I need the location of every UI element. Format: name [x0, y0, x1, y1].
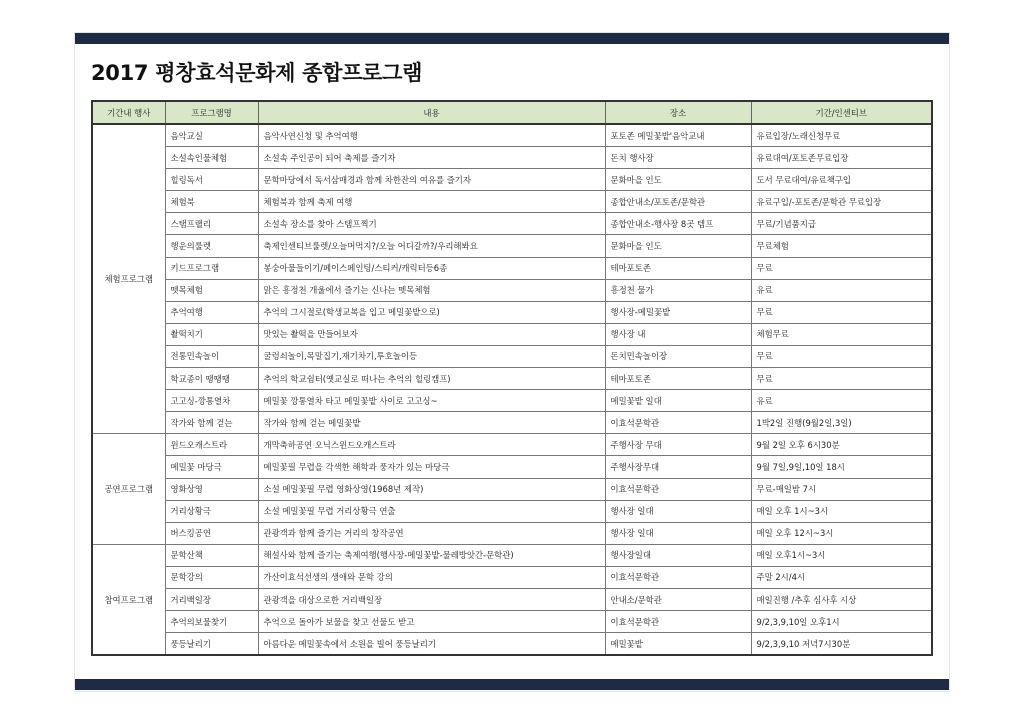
incentive-cell: 9월 2일 오후 6시30분 — [751, 434, 932, 456]
content-cell: 메밀꽃필 무렵을 각색한 해학과 풍자가 있는 마당극 — [258, 456, 605, 478]
program-name-cell: 힐링독서 — [165, 169, 258, 191]
incentive-cell: 무료 — [751, 345, 932, 367]
place-cell: 테마포토존 — [605, 368, 751, 390]
program-name-cell: 추억여행 — [165, 301, 258, 323]
page-title: 2017 평창효석문화제 종합프로그램 — [91, 61, 423, 85]
content-cell: 개막축하공연 오닉스윈드오캐스트라 — [258, 434, 605, 456]
place-cell: 이효석문학관 — [605, 611, 751, 633]
place-cell: 이효석문학관 — [605, 412, 751, 434]
group-label: 공연프로그램 — [92, 434, 165, 544]
program-name-cell: 음악교실 — [165, 124, 258, 147]
content-cell: 축제인센티브룰렛/오늘머먹지?/오늘 어디갈까?/우리해봐요 — [258, 235, 605, 257]
content-cell: 소설속 장소를 찾아 스탬프찍기 — [258, 213, 605, 235]
content-cell: 추억으로 돌아가 보물을 찾고 선물도 받고 — [258, 611, 605, 633]
content-cell: 체험북과 함께 축제 여행 — [258, 191, 605, 213]
incentive-cell: 유료입장/노래신청무료 — [751, 124, 932, 147]
program-name-cell: 메밀꽃 마당극 — [165, 456, 258, 478]
program-name-cell: 작가와 함께 걷는 — [165, 412, 258, 434]
program-name-cell: 촬떡치기 — [165, 323, 258, 345]
place-cell: 행사장 내 — [605, 323, 751, 345]
table-row — [92, 213, 932, 235]
group-label: 체험프로그램 — [92, 124, 165, 434]
incentive-cell: 매일진행 /추후 심사후 시상 — [751, 588, 932, 610]
table-row — [92, 257, 932, 279]
incentive-cell: 1박2일 진행(9월2일,3일) — [751, 412, 932, 434]
incentive-cell: 무료/기념품지급 — [751, 213, 932, 235]
place-cell: 행사장 일대 — [605, 500, 751, 522]
place-cell: 돈치민속놀이장 — [605, 345, 751, 367]
content-cell: 작가와 함께 걷는 메밀꽃밭 — [258, 412, 605, 434]
incentive-cell: 무료 — [751, 368, 932, 390]
place-cell: 행사장-메밀꽃밭 — [605, 301, 751, 323]
program-name-cell: 윈드오캐스트라 — [165, 434, 258, 456]
program-name-cell: 영화상영 — [165, 478, 258, 500]
incentive-cell: 무료 — [751, 257, 932, 279]
content-cell: 굴렁쇠놀이,목말집기,재기차기,투호놀이등 — [258, 345, 605, 367]
program-name-cell: 추억의보물찾기 — [165, 611, 258, 633]
content-cell: 맛있는 촬떡을 만들어보자 — [258, 323, 605, 345]
content-cell: 음악사연신청 및 추억여행 — [258, 124, 605, 147]
incentive-cell: 유료 — [751, 279, 932, 301]
incentive-cell: 9/2,3,9,10일 오후1시 — [751, 611, 932, 633]
program-name-cell: 거리백일장 — [165, 588, 258, 610]
place-cell: 주행사장 무대 — [605, 434, 751, 456]
content-cell: 추억의 학교쉼터(옛교실로 떠나는 추억의 힐링캠프) — [258, 368, 605, 390]
incentive-cell: 유료 — [751, 390, 932, 412]
program-name-cell: 전통민속놀이 — [165, 345, 258, 367]
incentive-cell: 9/2,3,9,10 저녁7시30분 — [751, 633, 932, 656]
header-content: 내용 — [258, 101, 605, 124]
content-cell: 메밀꽃 깡통열차 타고 메밀꽃밭 사이로 고고싱~ — [258, 390, 605, 412]
incentive-cell: 무료-매일밤 7시 — [751, 478, 932, 500]
program-name-cell: 고고싱-깡통열차 — [165, 390, 258, 412]
content-cell: 소설속 주인공이 되어 축제를 즐기자 — [258, 147, 605, 169]
program-name-cell: 스탬프랠리 — [165, 213, 258, 235]
program-name-cell: 키드프로그램 — [165, 257, 258, 279]
table-row — [92, 544, 932, 566]
program-name-cell: 행운의룰렛 — [165, 235, 258, 257]
footer-bar — [75, 679, 949, 690]
incentive-cell: 무료 — [751, 301, 932, 323]
table-row — [92, 323, 932, 345]
place-cell: 종합안내소-행사장 8곳 템프 — [605, 213, 751, 235]
place-cell: 종합안내소/포토존/문학관 — [605, 191, 751, 213]
table-row — [92, 456, 932, 478]
program-name-cell: 거리상황극 — [165, 500, 258, 522]
program-name-cell: 체험북 — [165, 191, 258, 213]
table-row — [92, 345, 932, 367]
incentive-cell: 9월 7일,9일,10일 18시 — [751, 456, 932, 478]
header-incentive: 기간/인센티브 — [751, 101, 932, 124]
place-cell: 문화마을 인도 — [605, 235, 751, 257]
place-cell: 이효석문학관 — [605, 566, 751, 588]
content-cell: 추억의 그시절로(학생교복을 입고 메밀꽃밭으로) — [258, 301, 605, 323]
program-name-cell: 문학강의 — [165, 566, 258, 588]
content-cell: 봉숭아물들이기/페이스페인팅/스티커/캐릭터등6종 — [258, 257, 605, 279]
table-row — [92, 368, 932, 390]
incentive-cell: 무료체험 — [751, 235, 932, 257]
group-label: 참여프로그램 — [92, 544, 165, 655]
content-cell: 관광객과 함께 즐기는 거리의 창작공연 — [258, 522, 605, 544]
table-row — [92, 147, 932, 169]
place-cell: 행사장일대 — [605, 544, 751, 566]
program-name-cell: 버스킹공연 — [165, 522, 258, 544]
table-row — [92, 124, 932, 147]
table-row — [92, 191, 932, 213]
table-row — [92, 169, 932, 191]
incentive-cell: 매일 오후 1시~3시 — [751, 500, 932, 522]
table-row — [92, 279, 932, 301]
incentive-cell: 유료구입/-포토존/문학관 무료입장 — [751, 191, 932, 213]
incentive-cell: 도서 무료대여/유료책구입 — [751, 169, 932, 191]
content-cell: 맑은 흥정천 개울에서 즐기는 신나는 뗏목체험 — [258, 279, 605, 301]
content-cell: 가산이효석선생의 생애와 문학 강의 — [258, 566, 605, 588]
table-row — [92, 434, 932, 456]
place-cell: 돈치 행사장 — [605, 147, 751, 169]
table-row — [92, 390, 932, 412]
place-cell: 흥정천 물가 — [605, 279, 751, 301]
incentive-cell: 체험무료 — [751, 323, 932, 345]
content-cell: 문학마당에서 독서삼매경과 함께 차한잔의 여유를 즐기자 — [258, 169, 605, 191]
header-place: 장소 — [605, 101, 751, 124]
program-name-cell: 문학산책 — [165, 544, 258, 566]
incentive-cell: 주말 2시/4시 — [751, 566, 932, 588]
table-row — [92, 500, 932, 522]
place-cell: 행사장 일대 — [605, 522, 751, 544]
place-cell: 문화마을 인도 — [605, 169, 751, 191]
header-period: 기간내 행사 — [92, 101, 165, 124]
place-cell: 포토존 메밀꽃밭'음악교내 — [605, 124, 751, 147]
program-table — [91, 100, 933, 656]
place-cell: 메밀꽃밭 — [605, 633, 751, 656]
incentive-cell: 유료대여/포토존무료입장 — [751, 147, 932, 169]
table-row — [92, 301, 932, 323]
content-cell: 아름다운 메밀꽃속에서 소원을 빌어 풍등날리기 — [258, 633, 605, 656]
incentive-cell: 매일 오후 12시~3시 — [751, 522, 932, 544]
place-cell: 주행사장무대 — [605, 456, 751, 478]
program-name-cell: 소설속인물체험 — [165, 147, 258, 169]
place-cell: 테마포토존 — [605, 257, 751, 279]
content-cell: 소설 메밀꽃필 무렵 영화상영(1968년 제작) — [258, 478, 605, 500]
program-name-cell: 뗏목체험 — [165, 279, 258, 301]
table-row — [92, 588, 932, 610]
table-row — [92, 478, 932, 500]
table-row — [92, 566, 932, 588]
header-program: 프로그램명 — [165, 101, 258, 124]
place-cell: 안내소/문학관 — [605, 588, 751, 610]
table-header-row — [92, 101, 932, 124]
header-bar — [75, 33, 949, 44]
program-name-cell: 풍등날리기 — [165, 633, 258, 656]
content-cell: 소설 메밀꽃필 무렵 거리상황극 연출 — [258, 500, 605, 522]
content-cell: 해설사와 함께 즐기는 축제여행(행사장-메밀꽃밭-물레방앗간-문학관) — [258, 544, 605, 566]
table-row — [92, 611, 932, 633]
program-name-cell: 학교종이 땡땡땡 — [165, 368, 258, 390]
table-row — [92, 412, 932, 434]
content-cell: 관광객을 대상으로한 거리백일장 — [258, 588, 605, 610]
place-cell: 메밀꽃밭 일대 — [605, 390, 751, 412]
table-row — [92, 633, 932, 656]
incentive-cell: 매일 오후1시~3시 — [751, 544, 932, 566]
table-row — [92, 522, 932, 544]
place-cell: 이효석문학관 — [605, 478, 751, 500]
table-row — [92, 235, 932, 257]
